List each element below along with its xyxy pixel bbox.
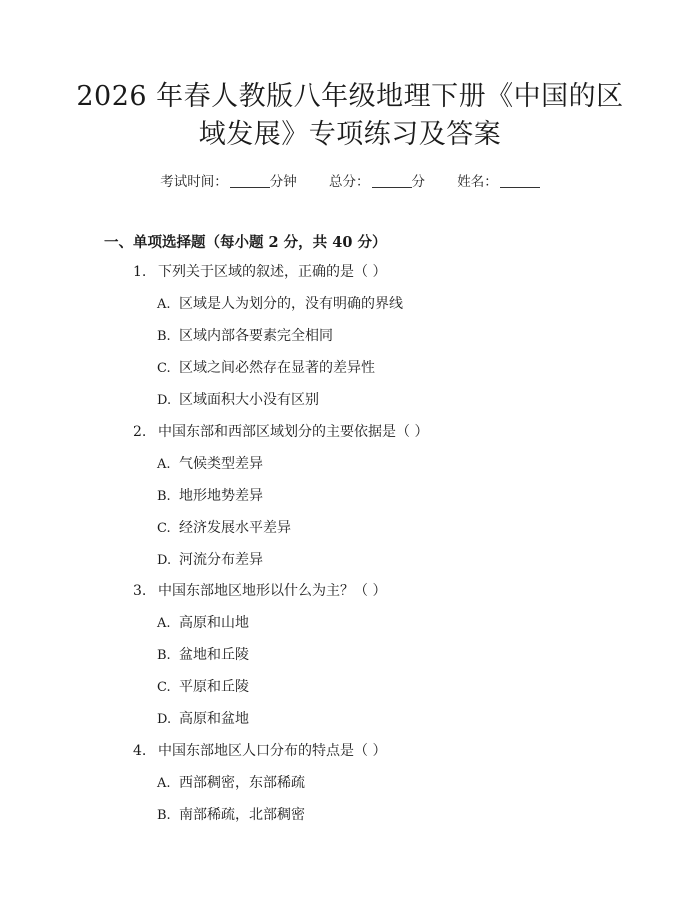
option — [157, 389, 319, 409]
question-stem — [133, 421, 428, 441]
option — [157, 708, 249, 728]
option — [157, 804, 305, 824]
option-text: 区域之间必然存在显著的差异性 — [179, 360, 375, 376]
option — [157, 453, 263, 473]
option-text: 区域是人为划分的，没有明确的界线 — [179, 296, 403, 312]
question-number: 4. — [133, 743, 147, 759]
option — [157, 644, 249, 664]
option — [157, 293, 403, 313]
option-letter: B. — [157, 329, 171, 344]
question-text: 下列关于区域的叙述，正确的是（ ） — [158, 264, 387, 280]
exam-time — [160, 170, 297, 190]
option-text: 地形地势差异 — [179, 488, 263, 504]
option-letter: C. — [157, 361, 171, 376]
option — [157, 676, 249, 696]
option-letter: B. — [157, 808, 171, 823]
total-score — [329, 170, 425, 190]
option — [157, 357, 375, 377]
option-letter: A. — [157, 776, 171, 791]
question-stem — [133, 261, 386, 281]
option-letter: B. — [157, 648, 171, 663]
option-text: 盆地和丘陵 — [179, 647, 249, 663]
option-text: 南部稀疏，北部稠密 — [179, 807, 305, 823]
option-text: 经济发展水平差异 — [179, 520, 291, 536]
option — [157, 485, 263, 505]
option-letter: B. — [157, 489, 171, 504]
exam-meta-line — [0, 170, 700, 190]
option-text: 平原和丘陵 — [179, 679, 249, 695]
student-name-label: 姓名： — [457, 174, 498, 190]
total-score-blank — [372, 175, 412, 188]
total-score-label: 总分： — [329, 174, 370, 190]
option — [157, 612, 249, 632]
question-stem — [133, 740, 386, 760]
question-text: 中国东部地区人口分布的特点是（ ） — [158, 743, 387, 759]
question-number: 3. — [133, 583, 147, 599]
option-letter: D. — [157, 393, 172, 408]
question-number: 1. — [133, 264, 147, 280]
option-letter: D. — [157, 553, 172, 568]
total-score-unit: 分 — [411, 174, 425, 190]
exam-time-label: 考试时间： — [160, 174, 228, 190]
question-number: 2. — [133, 424, 147, 440]
option — [157, 325, 333, 345]
student-name-blank — [500, 175, 540, 188]
exam-time-unit: 分钟 — [269, 174, 297, 190]
option-letter: D. — [157, 712, 172, 727]
option-text: 高原和山地 — [179, 615, 249, 631]
option-text: 区域内部各要素完全相同 — [179, 328, 333, 344]
option-letter: A. — [157, 297, 171, 312]
option-letter: A. — [157, 616, 171, 631]
question-text: 中国东部和西部区域划分的主要依据是（ ） — [158, 424, 429, 440]
option-text: 河流分布差异 — [179, 552, 263, 568]
option — [157, 517, 291, 537]
option-text: 气候类型差异 — [179, 456, 263, 472]
question-text: 中国东部地区地形以什么为主？（ ） — [158, 583, 387, 599]
option-text: 区域面积大小没有区别 — [179, 392, 319, 408]
option-text: 高原和盆地 — [179, 711, 249, 727]
option — [157, 772, 305, 792]
title-line-2: 域发展》专项练习及答案 — [198, 119, 502, 150]
option — [157, 549, 263, 569]
title-line-1: 2026 年春人教版八年级地理下册《中国的区 — [76, 81, 624, 112]
option-letter: C. — [157, 680, 171, 695]
option-letter: A. — [157, 457, 171, 472]
question-stem — [133, 580, 386, 600]
section-heading: 一、单项选择题（每小题 2 分，共 40 分） — [104, 234, 387, 251]
option-letter: C. — [157, 521, 171, 536]
document-title — [60, 78, 640, 154]
option-text: 西部稠密，东部稀疏 — [179, 775, 305, 791]
exam-time-blank — [230, 175, 270, 188]
student-name — [457, 170, 540, 190]
